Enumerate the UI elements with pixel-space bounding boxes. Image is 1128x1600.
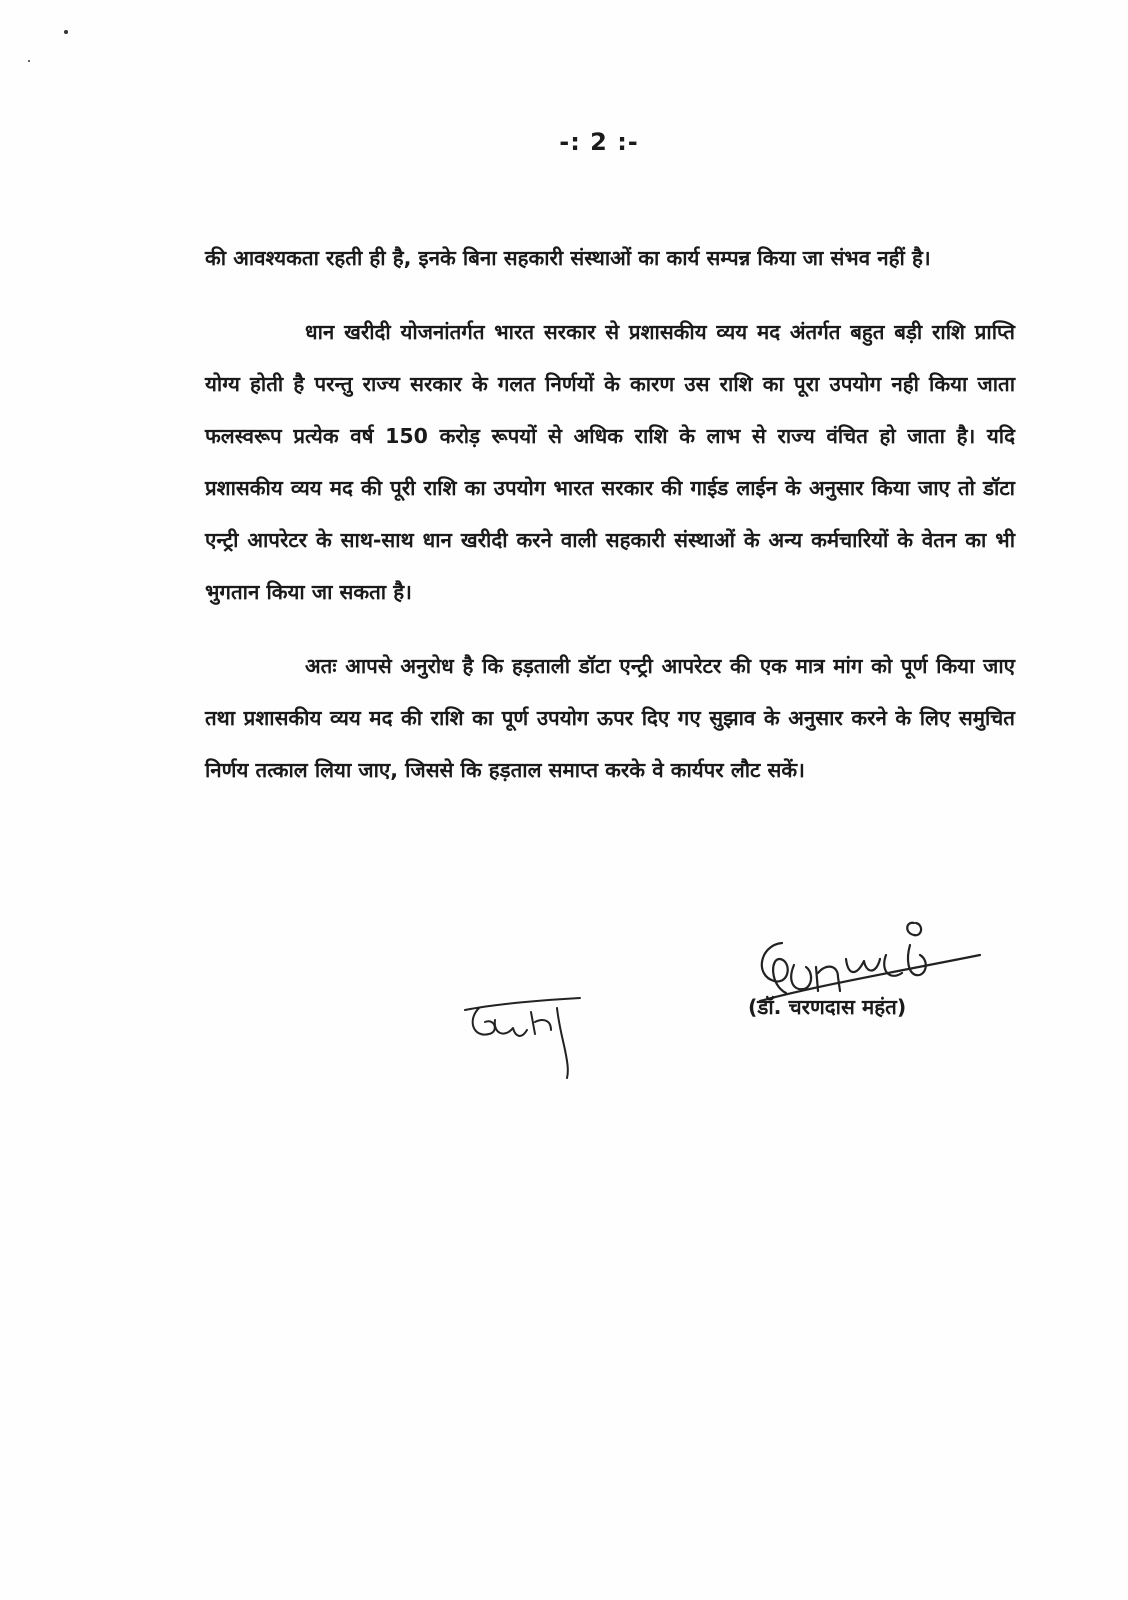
scan-speck [64,30,68,34]
page-number: -: 2 :- [559,128,639,156]
paragraph-request: अतः आपसे अनुरोध है कि हड़ताली डॉटा एन्ट्री आपरेटर की एक मात्र मांग को पूर्ण किया जाए तथा प्रशासकीय व्यय मद की राशि का पूर्ण उपयोग ऊपर दिए गए सुझाव के अनुसार करने के लिए समुचित निर्णय तत्काल लिया जाए, जिससे कि हड़ताल समाप्त करके वे कार्यपर लौट सकें। [205,654,1015,782]
signature-block [730,915,1010,1035]
handwritten-remark [455,990,595,1080]
signer-name: (डॉ. चरणदास महंत) [748,995,907,1019]
handwritten-remark-stroke [455,990,595,1080]
scan-speck [28,60,30,62]
letter-body [205,232,1015,818]
paragraph-paddy-procurement: धान खरीदी योजनांतर्गत भारत सरकार से प्रशासकीय व्यय मद अंतर्गत बहुत बड़ी राशि प्राप्ति योग्य होती है परन्तु राज्य सरकार के गलत निर्णयों के कारण उस राशि का पूरा उपयोग नही किया जाता फलस्वरूप प्रत्येक वर्ष 150 करोड़ रूपयों से अधिक राशि के लाभ से राज्य वंचित हो जाता है। यदि प्रशासकीय व्यय मद की पूरी राशि का उपयोग भारत सरकार की गाईड लाईन के अनुसार किया जाए तो डॉटा एन्ट्री आपरेटर के साथ-साथ धान खरीदी करने वाली सहकारी संस्थाओं के अन्य कर्मचारियों के वेतन का भी भुगतान किया जा सकता है। [205,320,1015,604]
paragraph-continuation: की आवश्यकता रहती ही है, इनके बिना सहकारी संस्थाओं का कार्य सम्पन्न किया जा संभव नहीं है। [205,246,931,270]
